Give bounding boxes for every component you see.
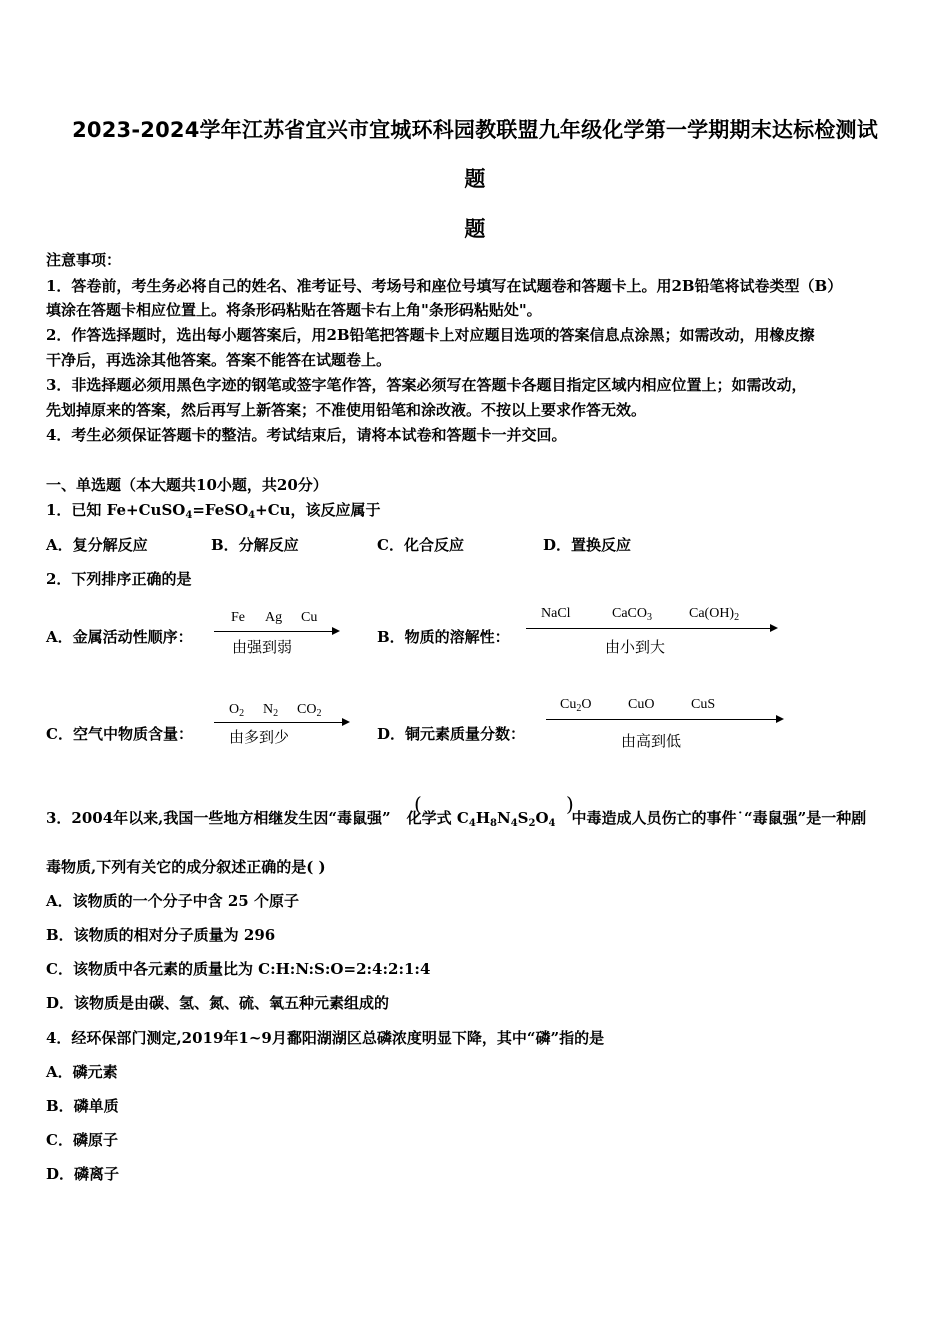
q2-option-a-label: A．金属活动性顺序： bbox=[46, 628, 193, 646]
q2-d-arrow-line bbox=[546, 719, 776, 720]
q2-c-item-n2: $N_2$ bbox=[263, 702, 279, 719]
q2-d-item-cuo: CuO bbox=[628, 697, 655, 712]
q2-d-item-cus: CuS bbox=[691, 697, 716, 712]
q4-option-d: D．磷离子 bbox=[46, 1165, 120, 1183]
q3-option-c: C．该物质中各元素的质量比为 C:H:N:S:O=2:4:2:1:4 bbox=[46, 960, 431, 978]
q3-option-b: B．该物质的相对分子质量为 296 bbox=[46, 926, 276, 944]
q2-option-c-label: C．空气中物质含量： bbox=[46, 725, 193, 743]
q2-b-item-nacl: NaCl bbox=[541, 606, 571, 621]
notice-item-1: 1．答卷前，考生务必将自己的姓名、准考证号、考场号和座位号填写在试题卷和答题卡上。用2B铅笔将试卷类型（B） bbox=[46, 277, 843, 295]
q3-option-d: D．该物质是由碳、氢、氮、硫、氧五种元素组成的 bbox=[46, 994, 390, 1012]
exam-title: 2023-2024学年江苏省宜兴市宜城环科园教联盟九年级化学第一学期期末达标检测试 bbox=[72, 118, 878, 142]
q1-option-c: C．化合反应 bbox=[377, 536, 464, 554]
q2-c-arrow-head bbox=[342, 718, 350, 726]
q2-d-arrow-head bbox=[776, 715, 784, 723]
q2-option-b-label: B．物质的溶解性： bbox=[377, 628, 510, 646]
section-heading: 一、单选题（本大题共10小题，共20分） bbox=[46, 476, 328, 494]
exam-subtitle: 题 bbox=[464, 217, 486, 241]
q2-option-d-label: D．铜元素质量分数： bbox=[377, 725, 526, 743]
q3-open-paren: ( bbox=[414, 792, 422, 816]
notice-heading: 注意事项： bbox=[46, 251, 122, 269]
notice-item-2-cont: 干净后，再选涂其他答案。答案不能答在试题卷上。 bbox=[46, 351, 392, 369]
q2-d-direction: 由高到低 bbox=[621, 732, 682, 750]
q2-a-arrow-line bbox=[214, 631, 332, 632]
q2-a-item-cu: Cu bbox=[301, 610, 318, 625]
q2-b-arrow-head bbox=[770, 624, 778, 632]
q2-c-arrow-line bbox=[214, 722, 342, 723]
question-3-stem-cont: 毒物质,下列有关它的成分叙述正确的是( ) bbox=[46, 858, 326, 876]
notice-item-4: 4．考生必须保证答题卡的整洁。考试结束后，请将本试卷和答题卡一并交回。 bbox=[46, 426, 567, 444]
q2-d-item-cu2o: $Cu_2O$ bbox=[560, 697, 592, 714]
notice-item-1-cont: 填涂在答题卡相应位置上。将条形码粘贴在答题卡右上角"条形码粘贴处"。 bbox=[46, 301, 542, 319]
q1-option-b: B．分解反应 bbox=[211, 536, 299, 554]
q2-c-item-co2: $CO_2$ bbox=[297, 702, 322, 719]
q4-option-c: C．磷原子 bbox=[46, 1131, 118, 1149]
notice-item-2: 2．作答选择题时，选出每小题答案后，用2B铅笔把答题卡上对应题目选项的答案信息点涂黑；如需改动，用橡皮擦 bbox=[46, 326, 815, 344]
q2-b-item-caoh2: $Ca(OH)_2$ bbox=[689, 606, 740, 623]
q2-c-direction: 由多到少 bbox=[229, 728, 290, 746]
q2-a-item-ag: Ag bbox=[265, 610, 283, 625]
question-1-stem: 1．已知 Fe+CuSO$_4$=FeSO$_4$+Cu，该反应属于 bbox=[46, 501, 381, 521]
q4-option-b: B．磷单质 bbox=[46, 1097, 119, 1115]
q1-option-a: A．复分解反应 bbox=[46, 536, 148, 554]
question-4-stem: 4．经环保部门测定,2019年1~9月鄱阳湖湖区总磷浓度明显下降，其中“磷”指的是 bbox=[46, 1029, 605, 1047]
q2-a-arrow-head bbox=[332, 627, 340, 635]
question-3-stem: 3．2004年以来,我国一些地方相继发生因“毒鼠强” 化学式 $C_4H_8N_4S_2O_4$ 中毒造成人员伤亡的事件˙“毒鼠强”是一种剧 bbox=[46, 809, 867, 829]
q2-c-item-o2: $O_2$ bbox=[229, 702, 245, 719]
question-2-stem: 2．下列排序正确的是 bbox=[46, 570, 192, 588]
q3-close-paren: ) bbox=[566, 792, 574, 816]
q2-b-arrow-line bbox=[526, 628, 770, 629]
exam-title-continued: 题 bbox=[464, 167, 486, 191]
q3-option-a: A．该物质的一个分子中含 25 个原子 bbox=[46, 892, 299, 910]
notice-item-3-cont: 先划掉原来的答案，然后再写上新答案；不准使用铅笔和涂改液。不按以上要求作答无效。 bbox=[46, 401, 647, 419]
q2-a-item-fe: Fe bbox=[231, 610, 245, 625]
q1-option-d: D．置换反应 bbox=[543, 536, 632, 554]
notice-item-3: 3．非选择题必须用黑色字迹的钢笔或签字笔作答，答案必须写在答题卡各题目指定区域内相应位置上；如需改动， bbox=[46, 376, 807, 394]
q4-option-a: A．磷元素 bbox=[46, 1063, 118, 1081]
q2-b-direction: 由小到大 bbox=[605, 638, 666, 656]
q2-b-item-caco3: CaCO$_3$ bbox=[612, 606, 652, 623]
q2-a-direction: 由强到弱 bbox=[232, 638, 293, 656]
